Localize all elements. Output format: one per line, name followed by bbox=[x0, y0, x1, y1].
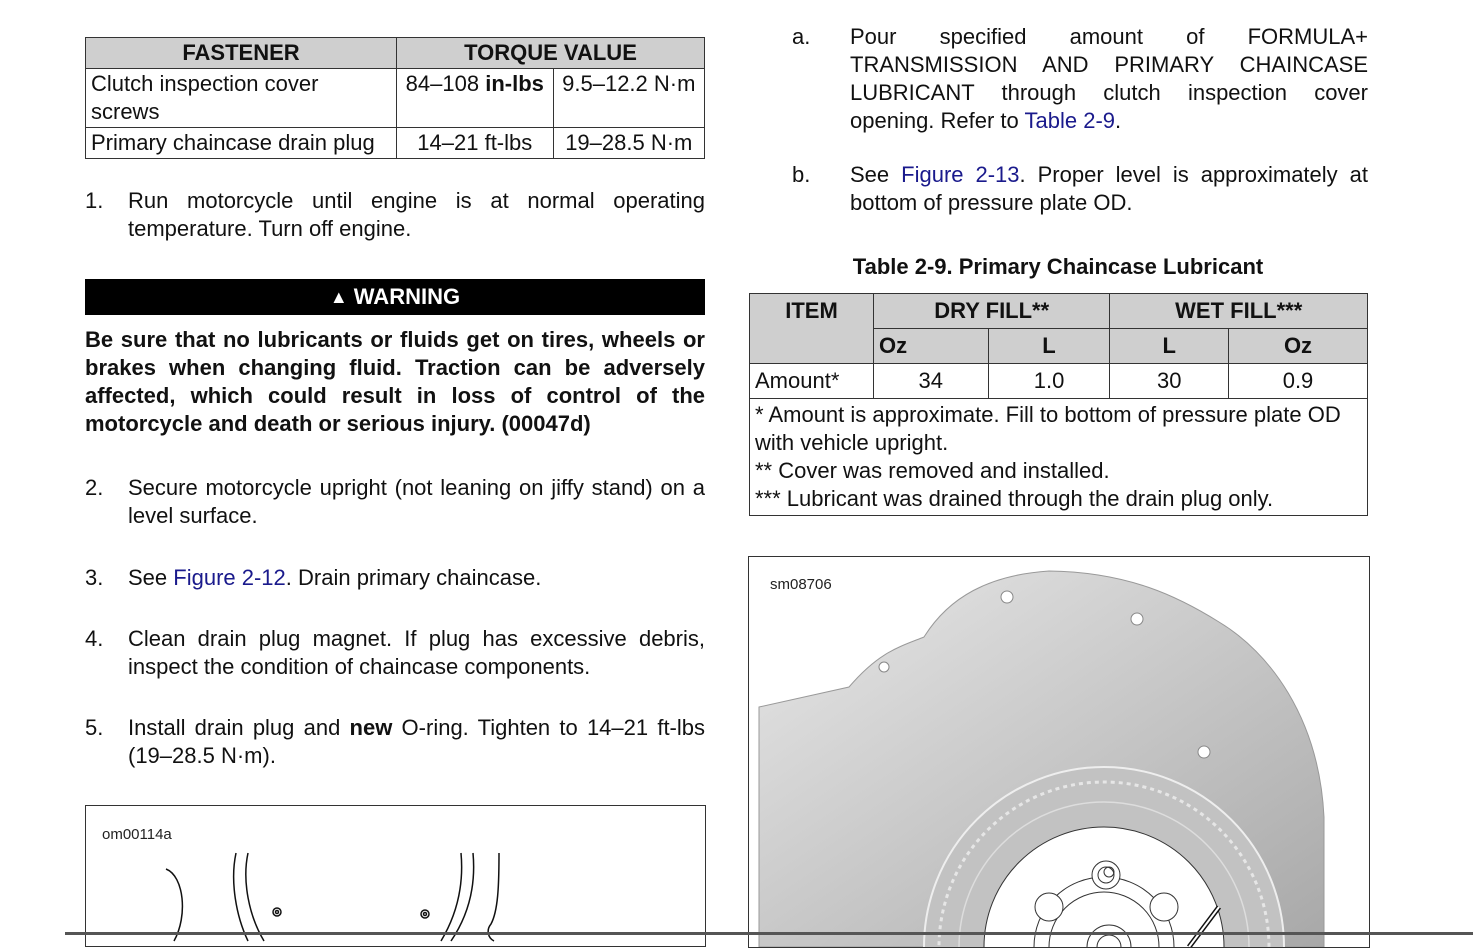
table-2-9-link[interactable]: Table 2-9 bbox=[1024, 108, 1116, 133]
table-row bbox=[750, 364, 1368, 399]
header-fastener: FASTENER bbox=[86, 38, 397, 69]
lubricant-table bbox=[749, 293, 1368, 516]
fastener-cell: Clutch inspection cover screws bbox=[86, 69, 397, 128]
dry-l-value: 1.0 bbox=[988, 364, 1110, 399]
header-dry-l: L bbox=[988, 329, 1110, 364]
step-1: 1. Run motorcycle until engine is at normal operating temperature. Turn off engine. bbox=[85, 188, 705, 241]
row-label: Amount* bbox=[750, 364, 874, 399]
metric-cell: 19–28.5 N·m bbox=[553, 128, 704, 159]
substep-b: b. See Figure 2-13. Proper level is approximately at bottom of pressure plate OD. bbox=[792, 162, 1368, 215]
warning-text: Be sure that no lubricants or fluids get on tires, wheels or brakes when changing fluid. Traction can be adversely affected, which could result in loss of control of the motorcycle and death or serious injury. (00047d) bbox=[85, 327, 705, 436]
header-wet-fill: WET FILL*** bbox=[1110, 294, 1368, 329]
imperial-cell: 14–21 ft-lbs bbox=[397, 128, 554, 159]
header-item: ITEM bbox=[750, 294, 874, 364]
primary-cover-illustration bbox=[749, 557, 1369, 947]
warning-triangle-icon: ▲ bbox=[329, 286, 348, 307]
wet-oz-value: 0.9 bbox=[1229, 364, 1368, 399]
figure-label: om00114a bbox=[102, 826, 172, 843]
figure-2-12-link[interactable]: Figure 2-12 bbox=[173, 565, 286, 590]
header-torque-value: TORQUE VALUE bbox=[397, 38, 705, 69]
warning-banner: ▲ WARNING bbox=[85, 279, 705, 315]
step-4: 4. Clean drain plug magnet. If plug has excessive debris, inspect the condition of chaincase components. bbox=[85, 626, 705, 679]
imperial-cell: 84–108 in-lbs bbox=[397, 69, 554, 128]
figure-label: sm08706 bbox=[770, 576, 832, 593]
table-caption: Table 2-9. Primary Chaincase Lubricant bbox=[852, 254, 1264, 279]
step-3: 3. See Figure 2-12. Drain primary chaincase. bbox=[85, 565, 542, 590]
header-dry-fill: DRY FILL** bbox=[874, 294, 1110, 329]
table-notes: * Amount is approximate. Fill to bottom of pressure plate OD with vehicle upright. ** Cover was removed and installed. *** Lubricant was drained through the drain plug only. bbox=[750, 399, 1368, 516]
header-wet-oz: Oz bbox=[1229, 329, 1368, 364]
figure-om00114a bbox=[85, 805, 706, 947]
step-2: 2. Secure motorcycle upright (not leaning on jiffy stand) on a level surface. bbox=[85, 475, 705, 528]
dry-oz-value: 34 bbox=[874, 364, 989, 399]
header-wet-l: L bbox=[1110, 329, 1229, 364]
header-dry-oz: Oz bbox=[874, 329, 989, 364]
wet-l-value: 30 bbox=[1110, 364, 1229, 399]
fastener-cell: Primary chaincase drain plug bbox=[86, 128, 397, 159]
figure-sm08706 bbox=[748, 556, 1370, 948]
chaincase-drawing bbox=[86, 806, 705, 946]
table-row bbox=[86, 69, 705, 128]
figure-2-13-link[interactable]: Figure 2-13 bbox=[901, 162, 1020, 187]
metric-cell: 9.5–12.2 N·m bbox=[553, 69, 704, 128]
table-row bbox=[86, 128, 705, 159]
torque-table bbox=[85, 37, 705, 159]
substep-a: a. Pour specified amount of FORMULA+ TRANSMISSION AND PRIMARY CHAINCASE LUBRICANT through clutch inspection cover opening. Refer to Table 2-9. bbox=[792, 24, 1368, 133]
step-5: 5. Install drain plug and new O-ring. Tighten to 14–21 ft-lbs (19–28.5 N·m). bbox=[85, 715, 705, 768]
